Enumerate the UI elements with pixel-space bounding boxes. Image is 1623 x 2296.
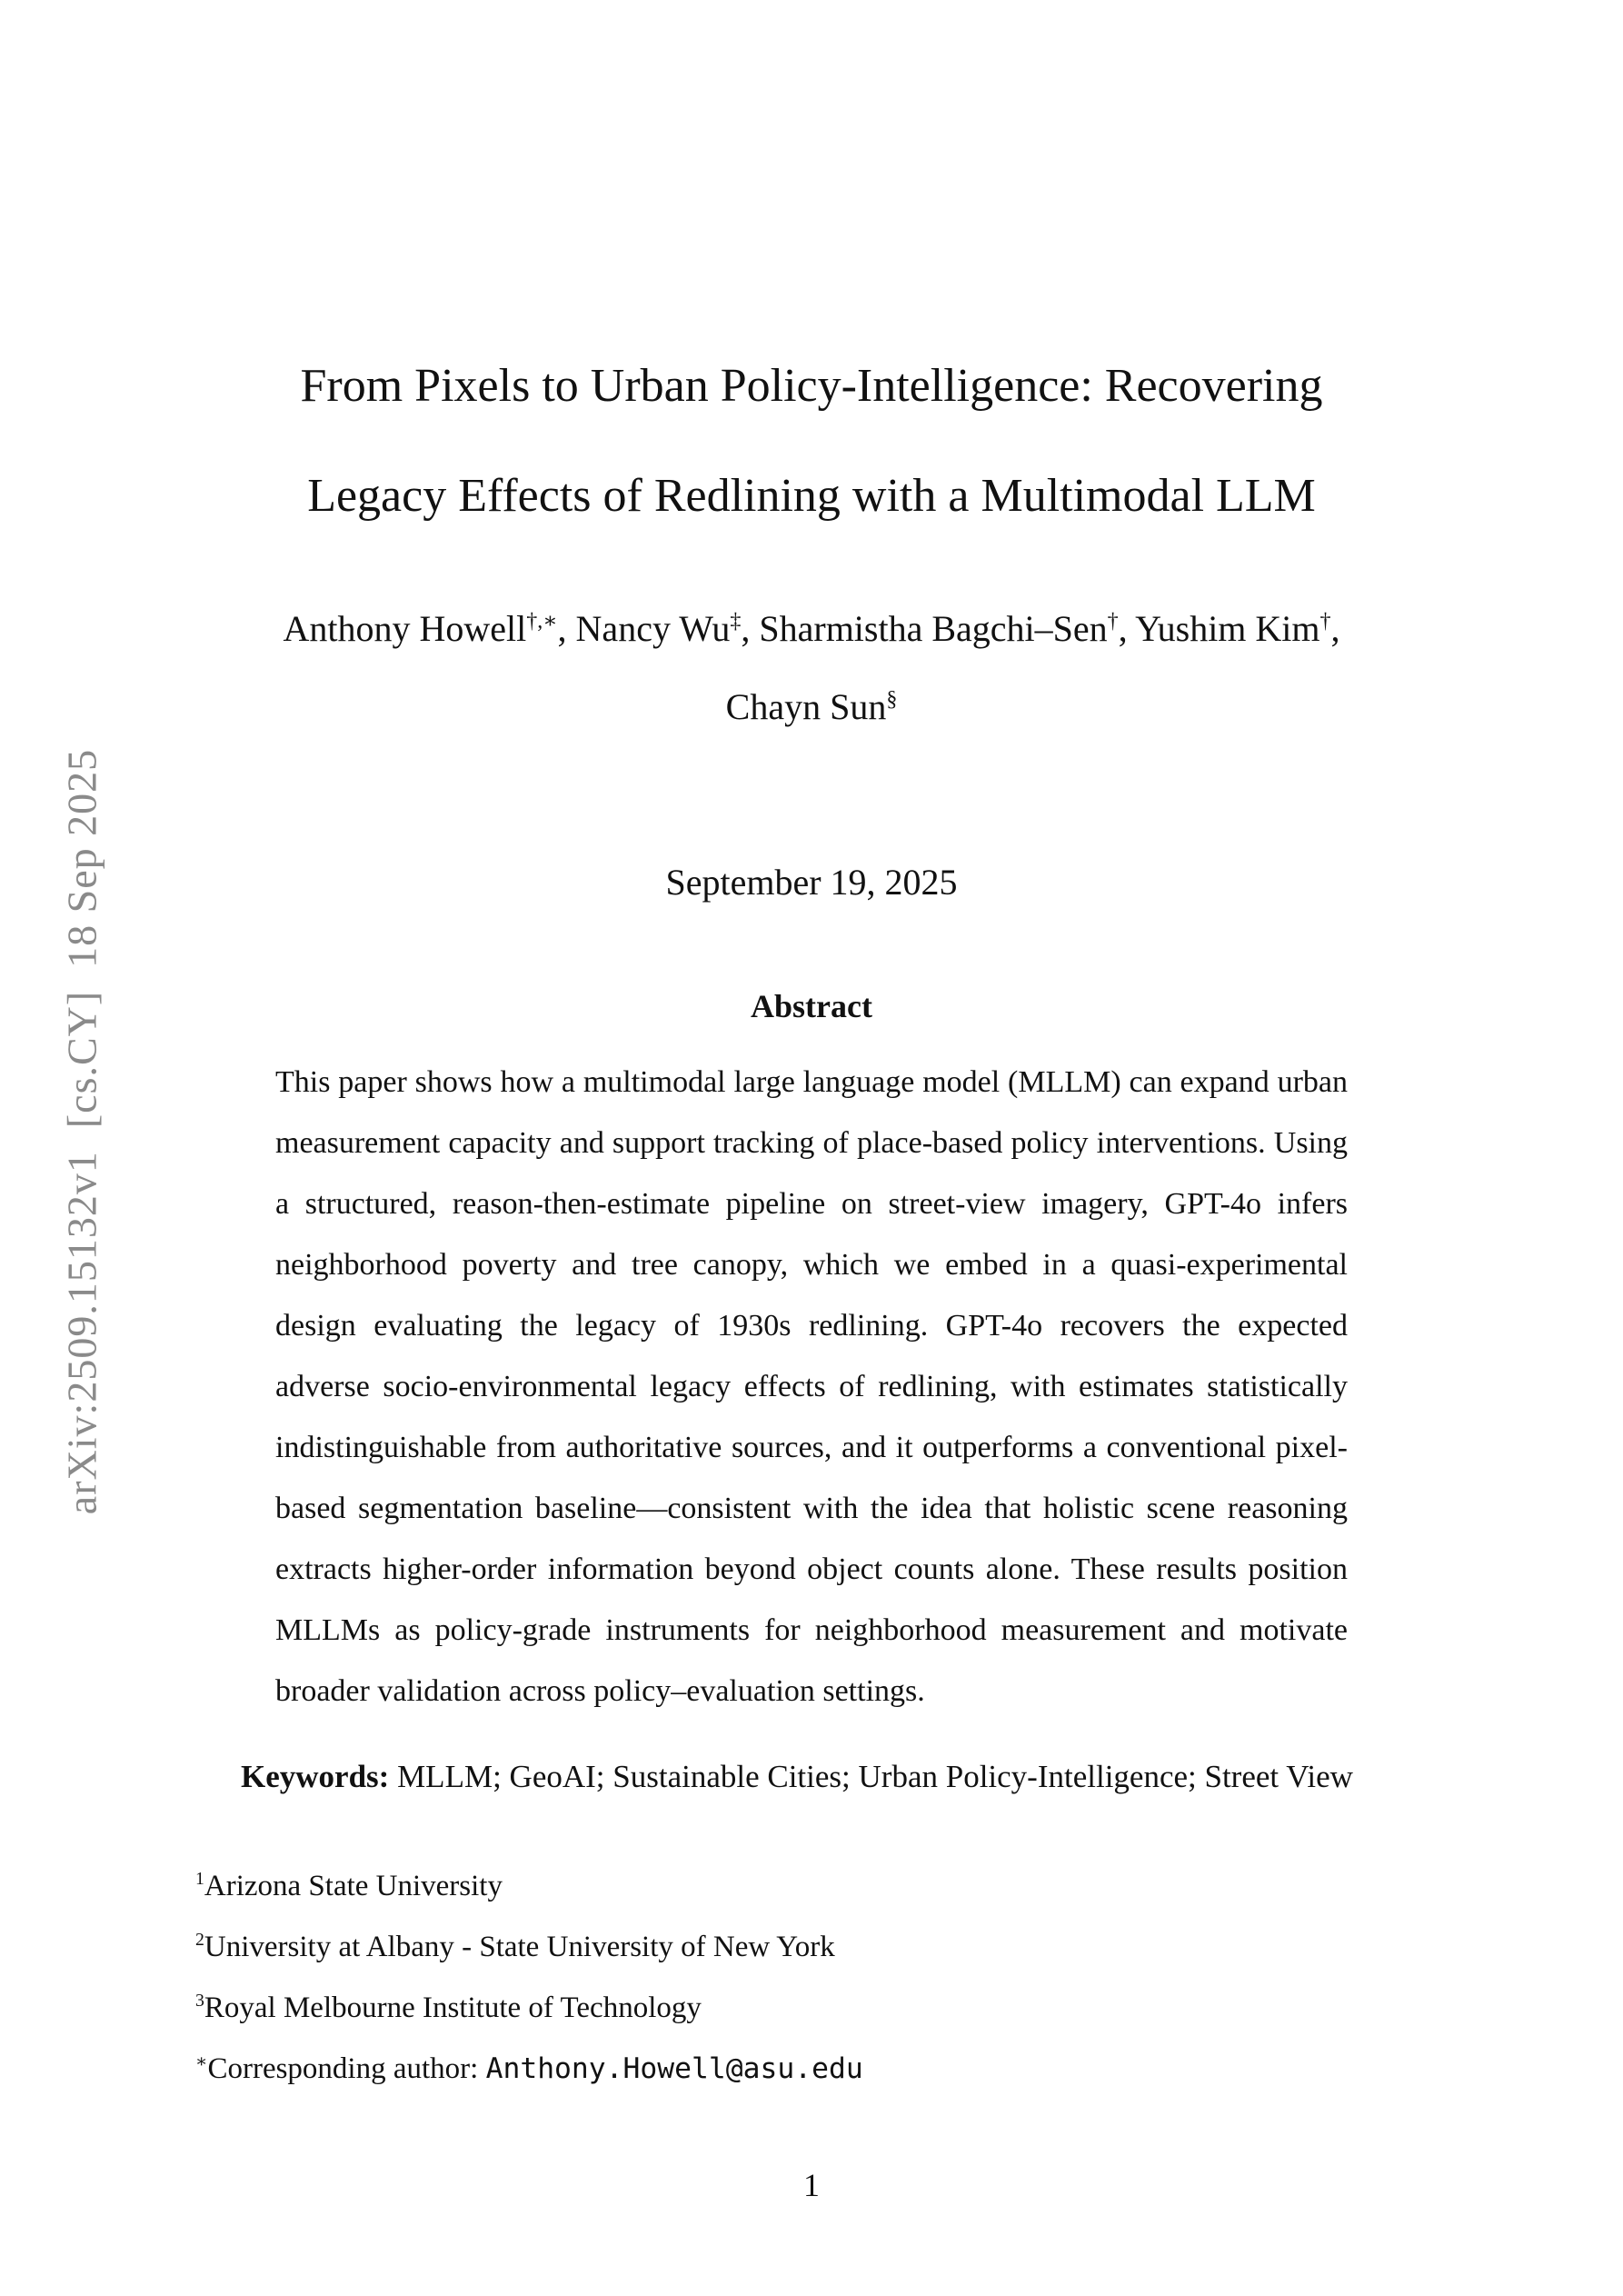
- arxiv-watermark: arXiv:2509.15132v1 [cs.CY] 18 Sep 2025: [58, 748, 105, 1515]
- affiliation-marker: †: [1319, 609, 1331, 634]
- footnote-marker: ∗: [195, 2051, 208, 2071]
- author-name: Yushim Kim: [1135, 608, 1320, 649]
- footnote-marker: 2: [195, 1930, 204, 1950]
- footnote-marker: 3: [195, 1991, 204, 2011]
- footnote-affiliation-2: [195, 1917, 1428, 1978]
- author-line-1: [0, 590, 1623, 668]
- footnote-corresponding-author: [195, 2039, 1428, 2100]
- author-separator: ,: [741, 608, 760, 649]
- paper-date: September 19, 2025: [665, 862, 958, 903]
- author-line-2: [0, 668, 1623, 746]
- paper-title: [100, 331, 1523, 551]
- author-list: [0, 590, 1623, 746]
- author-yushim-kim: [1135, 608, 1339, 649]
- author-anthony-howell: [283, 608, 575, 649]
- author-sharmistha-bagchi-sen: [759, 608, 1135, 649]
- author-name: Sharmistha Bagchi–Sen: [759, 608, 1108, 649]
- affiliation-marker: †,∗: [526, 609, 558, 634]
- author-name: Chayn Sun: [725, 686, 887, 727]
- corresponding-author-email: Anthony.Howell@asu.edu: [485, 2052, 863, 2085]
- author-chayn-sun: [726, 686, 898, 727]
- abstract-heading: Abstract: [751, 988, 872, 1024]
- keywords-line: [241, 1754, 1428, 1800]
- author-separator: ,: [557, 608, 576, 649]
- paper-title-line1: From Pixels to Urban Policy-Intelligence: Recovering: [300, 360, 1323, 412]
- footnote-marker: 1: [195, 1869, 204, 1889]
- page-number: 1: [803, 2167, 820, 2203]
- affiliation-marker: †: [1107, 609, 1119, 634]
- author-separator: ,: [1330, 608, 1340, 649]
- affiliation-marker: §: [886, 687, 898, 712]
- footnote-affiliation-1: [195, 1856, 1428, 1917]
- footnotes: [195, 1856, 1428, 2100]
- author-nancy-wu: [576, 608, 760, 649]
- keywords-label: Keywords:: [241, 1759, 390, 1794]
- abstract-text: This paper shows how a multimodal large language model (MLLM) can expand urban measurement capacity and support tracking of place-based policy interventions. Using a structured, reason-then-estimate pipeline on street-view imagery, GPT-4o infers neighborhood poverty and tree canopy, which we embed in a quasi-experimental design evaluating the legacy of 1930s redlining. GPT-4o recovers the expected adverse socio-environmental legacy effects of redlining, with estimates statistically indistinguishable from authoritative sources, and it outperforms a conventional pixel-based segmentation baseline—consistent with the idea that holistic scene reasoning extracts higher-order information beyond object counts alone. These results position MLLMs as policy-grade instruments for neighborhood measurement and motivate broader validation across policy–evaluation settings.: [275, 1065, 1348, 1708]
- footnote-text: Corresponding author:: [207, 2052, 486, 2085]
- footnote-text: Royal Melbourne Institute of Technology: [204, 1992, 702, 2024]
- author-separator: ,: [1118, 608, 1136, 649]
- affiliation-marker: ‡: [730, 609, 742, 634]
- footnote-text: Arizona State University: [204, 1870, 503, 1902]
- footnote-text: University at Albany - State University of New York: [204, 1931, 835, 1963]
- paper-title-line2: Legacy Effects of Redlining with a Multimodal LLM: [307, 470, 1316, 522]
- keywords-text: MLLM; GeoAI; Sustainable Cities; Urban Policy-Intelligence; Street View: [389, 1759, 1353, 1794]
- author-name: Nancy Wu: [575, 608, 731, 649]
- author-name: Anthony Howell: [283, 608, 527, 649]
- footnote-affiliation-3: [195, 1978, 1428, 2039]
